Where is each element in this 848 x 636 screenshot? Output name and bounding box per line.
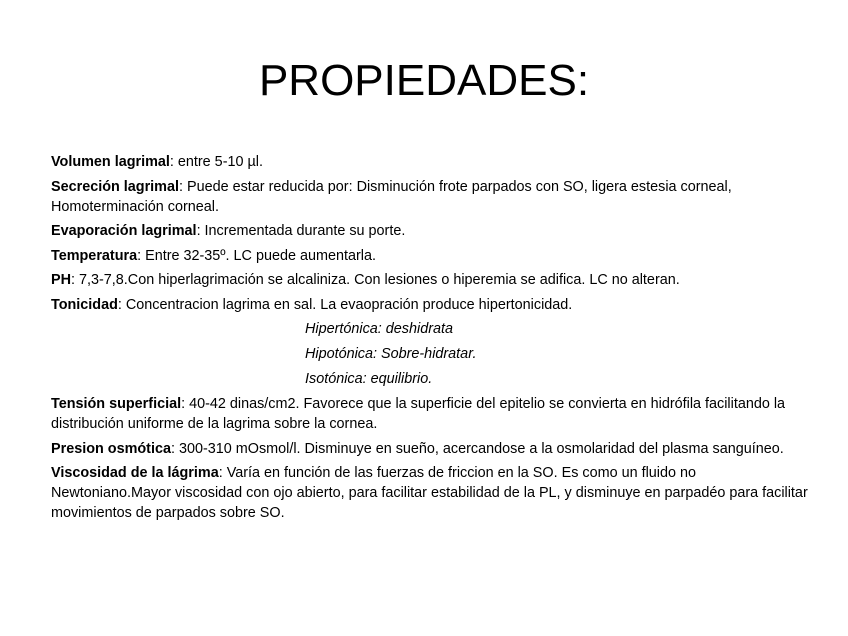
property-presion-osmotica <box>51 439 811 459</box>
tonicidad-hipertonica: Hipertónica: deshidrata <box>305 321 453 337</box>
property-evaporacion <box>51 221 811 241</box>
property-text: : Incrementada durante su porte. <box>196 223 406 239</box>
property-volumen <box>51 152 811 172</box>
property-text: : 300-310 mOsmol/l. Disminuye en sueño, acercandose a la osmolaridad del plasma sanguíneo. <box>170 440 784 457</box>
property-label: PH <box>51 272 71 288</box>
property-label: Tensión superficial <box>51 396 182 412</box>
property-tonicidad <box>51 295 811 315</box>
property-text: : 40-42 dinas/cm2. Favorece que la superficie del epitelio se convierta en hidrófila facilitando la distribución uniforme de la lagrima sobre la cornea. <box>51 396 786 432</box>
slide-content <box>51 152 811 528</box>
property-text: : Puede estar reducida por: Disminución frote parpados con SO, ligera estesia corneal, Homoterminación corneal. <box>51 178 732 215</box>
property-label: Presion osmótica <box>51 440 171 457</box>
property-label: Volumen lagrimal <box>51 154 170 170</box>
property-ph <box>51 270 811 290</box>
slide-title: PROPIEDADES: <box>258 56 590 105</box>
property-text: : entre 5-10 µl. <box>169 154 263 170</box>
tonicidad-hipotonica: Hipotónica: Sobre-hidratar. <box>305 346 477 362</box>
property-text: : Entre 32-35º. LC puede aumentarla. <box>137 247 376 264</box>
property-label: Evaporación lagrimal <box>51 223 197 239</box>
tonicidad-isotonica: Isotónica: equilibrio. <box>305 371 433 387</box>
property-temperatura <box>51 246 811 266</box>
property-label: Secreción lagrimal <box>51 178 179 195</box>
property-secrecion <box>51 177 811 217</box>
property-tension-superficial <box>51 394 811 434</box>
property-viscosidad <box>51 463 811 523</box>
property-text: : 7,3-7,8.Con hiperlagrimación se alcaliniza. Con lesiones o hiperemia se adifica. LC no alteran. <box>71 272 680 288</box>
property-text: : Concentracion lagrima en sal. La evaopración produce hipertonicidad. <box>117 296 573 313</box>
property-label: Viscosidad de la lágrima <box>51 465 219 481</box>
property-label: Temperatura <box>51 247 138 264</box>
property-label: Tonicidad <box>51 296 118 313</box>
property-text: : Varía en función de las fuerzas de friccion en la SO. Es como un fluido no Newtoniano.Mayor viscosidad con ojo abierto, para facilitar estabilidad de la PL, y disminuye en parpadéo para facilitar movimientos de parpados sobre SO. <box>51 465 808 521</box>
